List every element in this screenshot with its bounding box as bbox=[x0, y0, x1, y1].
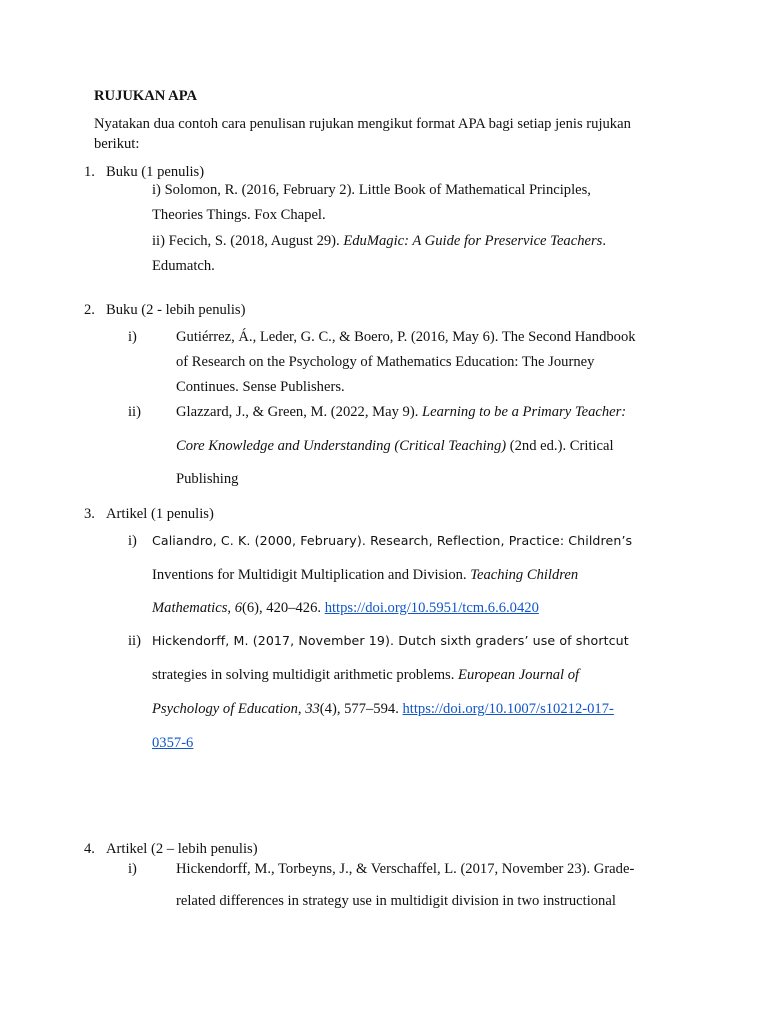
reference-line: Caliandro, C. K. (2000, February). Research, Reflection, Practice: Children’s bbox=[152, 533, 633, 548]
section-number: 2. bbox=[84, 302, 95, 318]
reference-marker: i) bbox=[128, 861, 137, 877]
reference-line: i) Solomon, R. (2016, February 2). Little Book of Mathematical Principles, bbox=[152, 182, 591, 198]
reference-marker: i) bbox=[128, 329, 137, 345]
reference-line: Psychology of Education, 33(4), 577–594. https://doi.org/10.1007/s10212-017- bbox=[152, 701, 614, 717]
reference-line: related differences in strategy use in multidigit division in two instructional bbox=[176, 893, 616, 909]
reference-marker: ii) bbox=[128, 633, 141, 649]
reference-marker: i) bbox=[128, 533, 137, 549]
reference-line: ii) Fecich, S. (2018, August 29). EduMagic: A Guide for Preservice Teachers. bbox=[152, 233, 606, 249]
instruction-line-2: berikut: bbox=[94, 136, 140, 152]
section-title: Buku (2 - lebih penulis) bbox=[106, 302, 246, 318]
reference-line: Continues. Sense Publishers. bbox=[176, 379, 345, 395]
section-title: Artikel (2 – lebih penulis) bbox=[106, 841, 258, 857]
reference-line: strategies in solving multidigit arithmetic problems. European Journal of bbox=[152, 667, 580, 683]
reference-line: Gutiérrez, Á., Leder, G. C., & Boero, P. (2016, May 6). The Second Handbook bbox=[176, 329, 636, 345]
reference-line: Mathematics, 6(6), 420–426. https://doi.org/10.5951/tcm.6.6.0420 bbox=[152, 600, 539, 616]
section-number: 4. bbox=[84, 841, 95, 857]
section-number: 3. bbox=[84, 506, 95, 522]
reference-line: Hickendorff, M., Torbeyns, J., & Verschaffel, L. (2017, November 23). Grade- bbox=[176, 861, 635, 877]
section-number: 1. bbox=[84, 164, 95, 180]
reference-line: Theories Things. Fox Chapel. bbox=[152, 207, 326, 223]
reference-line: of Research on the Psychology of Mathematics Education: The Journey bbox=[176, 354, 595, 370]
doi-link[interactable]: https://doi.org/10.5951/tcm.6.6.0420 bbox=[324, 600, 539, 616]
reference-line: Publishing bbox=[176, 471, 239, 487]
page-title: RUJUKAN APA bbox=[94, 88, 198, 104]
reference-line: Inventions for Multidigit Multiplication and Division. Teaching Children bbox=[152, 567, 579, 583]
doi-link[interactable]: https://doi.org/10.1007/s10212-017- bbox=[402, 701, 614, 717]
reference-line: Edumatch. bbox=[152, 258, 215, 274]
reference-marker: ii) bbox=[128, 404, 141, 420]
section-title: Artikel (1 penulis) bbox=[106, 506, 214, 522]
instruction-line-1: Nyatakan dua contoh cara penulisan rujukan mengikut format APA bagi setiap jenis rujukan bbox=[94, 116, 631, 132]
reference-line bbox=[152, 735, 193, 752]
doi-link-continued[interactable]: 0357-6 bbox=[152, 735, 194, 751]
reference-line: Glazzard, J., & Green, M. (2022, May 9). Learning to be a Primary Teacher: bbox=[176, 404, 627, 420]
reference-line: Core Knowledge and Understanding (Critical Teaching) (2nd ed.). Critical bbox=[176, 438, 614, 454]
section-title: Buku (1 penulis) bbox=[106, 164, 205, 180]
reference-line: Hickendorff, M. (2017, November 19). Dutch sixth graders’ use of shortcut bbox=[152, 633, 629, 648]
